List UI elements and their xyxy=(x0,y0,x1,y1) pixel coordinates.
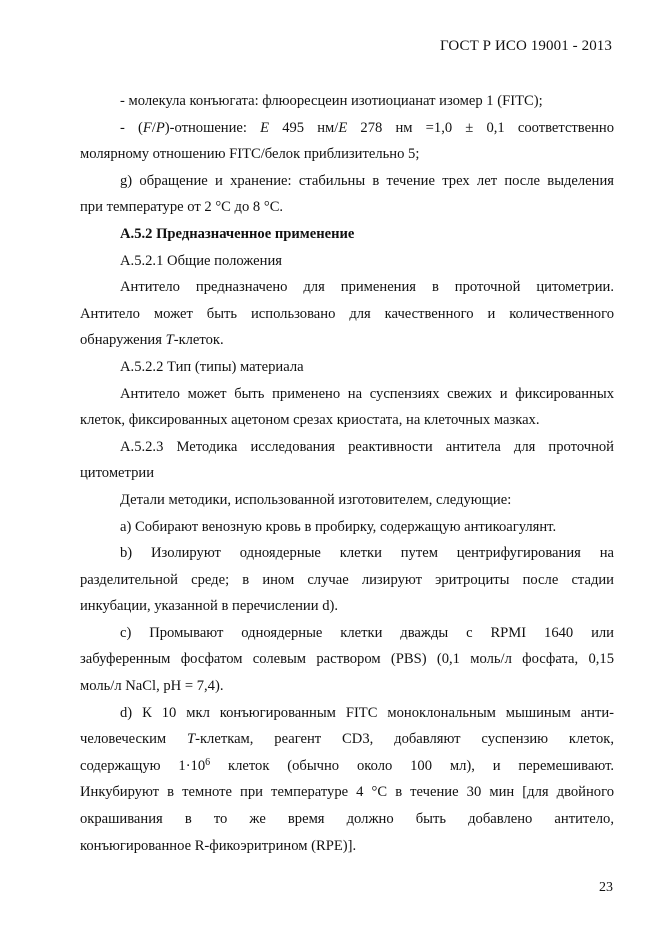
text-line: инкубации, указанной в перечислении d). xyxy=(80,598,339,615)
text-line: клеток, фиксированных ацетоном срезах криостата, на клеточных мазках. xyxy=(80,412,540,429)
text-line: человеческим Т-клеткам, реагент CD3, добавляют суспензию клеток, xyxy=(80,731,614,748)
text-line: - молекула конъюгата: флюоресцеин изотиоцианат изомер 1 (FITC); xyxy=(120,93,543,109)
document-header: ГОСТ Р ИСО 19001 - 2013 xyxy=(439,38,612,54)
section-heading: А.5.2 Предназначенное применение xyxy=(120,225,355,242)
text-line: - (F/P)-отношение: E 495 нм/E 278 нм =1,0 ± 0,1 соответственно xyxy=(120,119,614,136)
list-item: с) Промывают одноядерные клетки дважды с RPMI 1640 или xyxy=(120,624,614,641)
text-line: Антитело может быть применено на суспензиях свежих и фиксированных xyxy=(120,385,614,402)
text-line: при температуре от 2 °С до 8 °С. xyxy=(80,199,284,216)
page-number: 23 xyxy=(599,880,613,895)
subsection-heading: А.5.2.1 Общие положения xyxy=(120,252,282,269)
text-line: Антитело может быть использовано для качественного и количественного xyxy=(80,305,614,322)
list-item: а) Собирают венозную кровь в пробирку, содержащую антикоагулянт. xyxy=(120,518,557,535)
subsection-heading: А.5.2.3 Методика исследования реактивности антитела для проточной xyxy=(120,438,614,455)
text-line: забуференным фосфатом солевым раствором (PBS) (0,1 моль/л фосфата, 0,15 xyxy=(80,651,614,668)
text-line: цитометрии xyxy=(80,465,155,482)
document-body xyxy=(80,88,614,859)
text-line: разделительной среде; в ином случае лизируют эритроциты после стадии xyxy=(80,571,614,588)
text-line: g) обращение и хранение: стабильны в течение трех лет после выделения xyxy=(120,172,614,189)
text-line: окрашивания в то же время должно быть добавлено антитело, xyxy=(80,811,614,828)
list-item: d) К 10 мкл конъюгированным FITC моноклональным мышиным анти- xyxy=(120,704,614,721)
text-line: Антитело предназначено для применения в проточной цитометрии. xyxy=(120,279,614,296)
text-line: молярному отношению FITC/белок приблизительно 5; xyxy=(80,146,420,163)
text-line: Детали методики, использованной изготовителем, следующие: xyxy=(120,491,512,508)
text-line: конъюгированное R-фикоэритрином (RPE)]. xyxy=(80,837,357,854)
list-item: b) Изолируют одноядерные клетки путем центрифугирования на xyxy=(120,545,614,562)
text-line: обнаружения Т-клеток. xyxy=(80,332,224,349)
text-line: моль/л NaCl, рН = 7,4). xyxy=(80,678,224,695)
text-line: содержащую $1\cdot 10^6$ клеток (обычно около 100 мл), и перемешивают. xyxy=(80,756,614,774)
text-line: Инкубируют в темноте при температуре 4 °С в течение 30 мин [для двойного xyxy=(80,784,614,801)
subsection-heading: А.5.2.2 Тип (типы) материала xyxy=(120,358,304,375)
